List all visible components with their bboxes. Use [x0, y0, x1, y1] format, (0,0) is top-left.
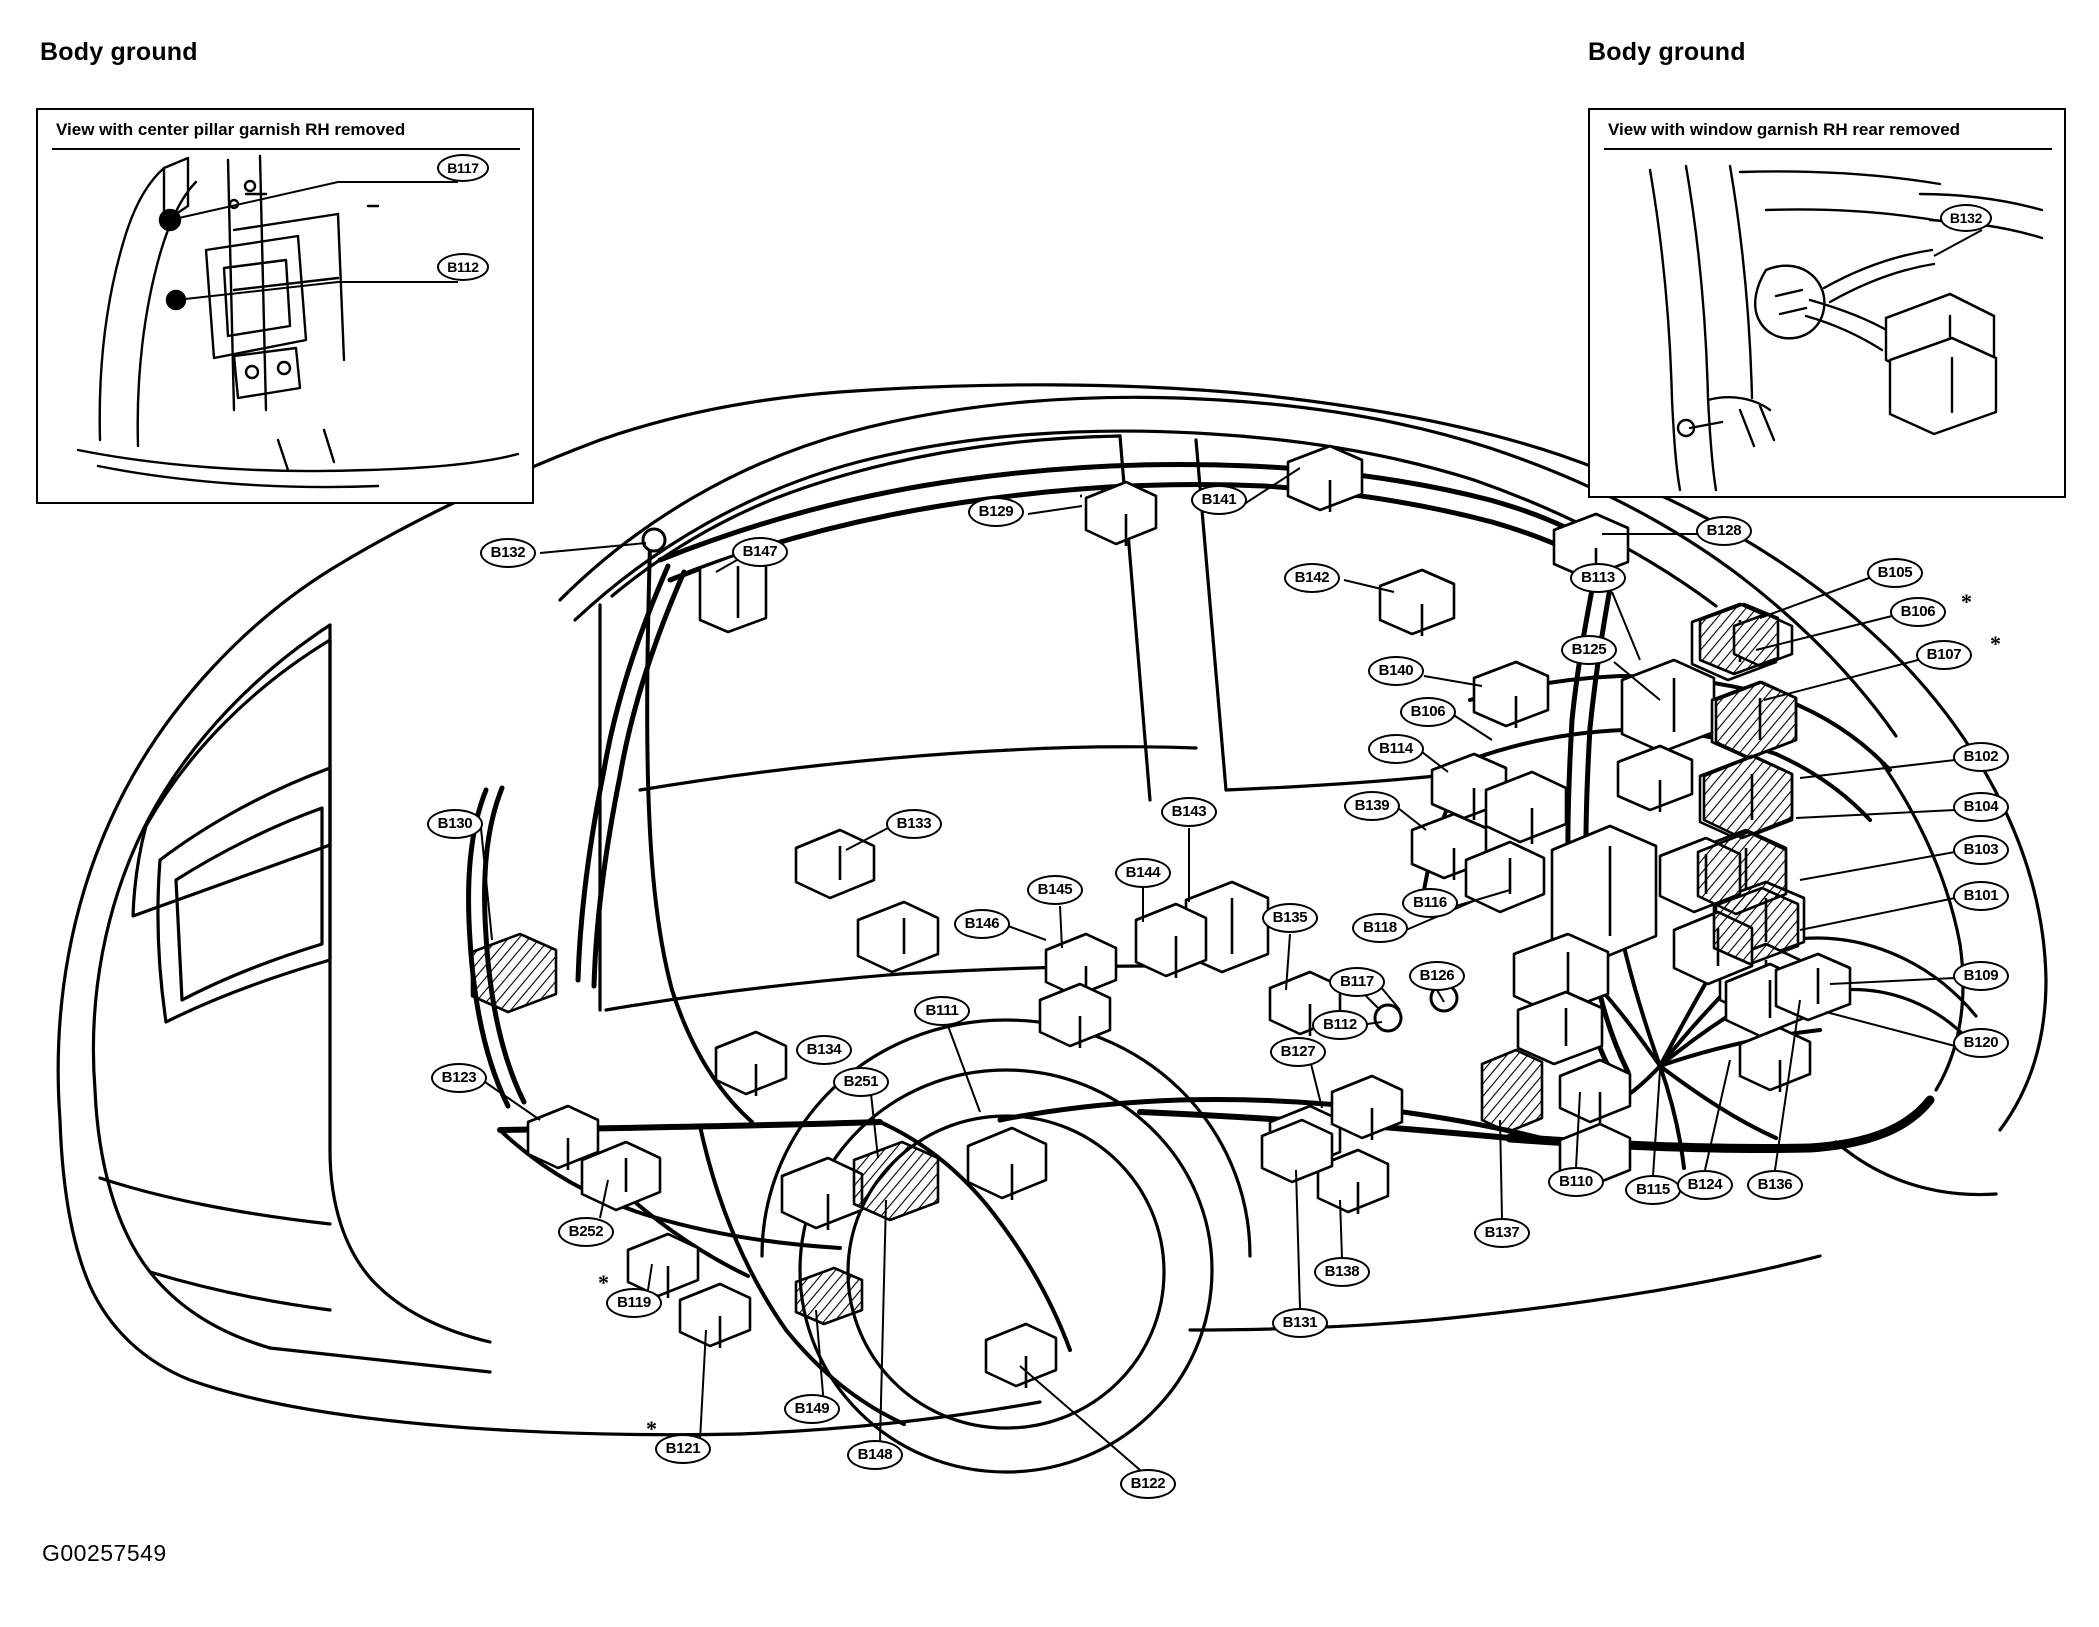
- callout-b140[interactable]: B140: [1368, 656, 1424, 686]
- callout-b136[interactable]: B136: [1747, 1170, 1803, 1200]
- callout-b148[interactable]: B148: [847, 1440, 903, 1470]
- callout-b126[interactable]: B126: [1409, 961, 1465, 991]
- callout-b115[interactable]: B115: [1625, 1175, 1681, 1205]
- callout-b117-inset[interactable]: B117: [437, 154, 489, 182]
- callout-b113[interactable]: B113: [1570, 563, 1626, 593]
- callout-b111[interactable]: B111: [914, 996, 970, 1026]
- callout-b102[interactable]: B102: [1953, 742, 2009, 772]
- callout-b144[interactable]: B144: [1115, 858, 1171, 888]
- callout-b106[interactable]: B106: [1400, 697, 1456, 727]
- callout-b132-inset[interactable]: B132: [1940, 204, 1992, 232]
- callout-b122[interactable]: B122: [1120, 1469, 1176, 1499]
- callout-b145[interactable]: B145: [1027, 875, 1083, 905]
- callout-b117[interactable]: B117: [1329, 967, 1385, 997]
- inset-left-title: Body ground: [40, 38, 198, 66]
- asterisk-b119: *: [598, 1270, 609, 1295]
- callout-b107[interactable]: B107: [1916, 640, 1972, 670]
- callout-b104[interactable]: B104: [1953, 792, 2009, 822]
- callout-b251[interactable]: B251: [833, 1067, 889, 1097]
- asterisk-b121: *: [646, 1416, 657, 1441]
- callout-b133[interactable]: B133: [886, 809, 942, 839]
- callout-b112-inset[interactable]: B112: [437, 253, 489, 281]
- callout-b142[interactable]: B142: [1284, 563, 1340, 593]
- callout-b141[interactable]: B141: [1191, 485, 1247, 515]
- callout-b119[interactable]: B119: [606, 1288, 662, 1318]
- inset-right-caption: View with window garnish RH rear removed: [1608, 120, 1961, 139]
- inset-right-title: Body ground: [1588, 38, 1746, 66]
- callout-b147[interactable]: B147: [732, 537, 788, 567]
- callout-b149[interactable]: B149: [784, 1394, 840, 1424]
- inset-right-illustration: [1590, 110, 2068, 500]
- callout-b139[interactable]: B139: [1344, 791, 1400, 821]
- figure-code: G00257549: [42, 1540, 167, 1566]
- callout-b130[interactable]: B130: [427, 809, 483, 839]
- callout-b109[interactable]: B109: [1953, 961, 2009, 991]
- callout-b127[interactable]: B127: [1270, 1037, 1326, 1067]
- callout-b110[interactable]: B110: [1548, 1167, 1604, 1197]
- inset-right-panel: [1588, 108, 2066, 498]
- callout-b125[interactable]: B125: [1561, 635, 1617, 665]
- callout-b101[interactable]: B101: [1953, 881, 2009, 911]
- callout-b112[interactable]: B112: [1312, 1010, 1368, 1040]
- callout-b116[interactable]: B116: [1402, 888, 1458, 918]
- callout-b103[interactable]: B103: [1953, 835, 2009, 865]
- asterisk-b107: *: [1990, 631, 2001, 656]
- callout-b121[interactable]: B121: [655, 1434, 711, 1464]
- callout-b128[interactable]: B128: [1696, 516, 1752, 546]
- callout-b132[interactable]: B132: [480, 538, 536, 568]
- callout-b137[interactable]: B137: [1474, 1218, 1530, 1248]
- callout-b105[interactable]: B105: [1867, 558, 1923, 588]
- callout-b143[interactable]: B143: [1161, 797, 1217, 827]
- asterisk-b106: *: [1961, 589, 1972, 614]
- callout-b134[interactable]: B134: [796, 1035, 852, 1065]
- callout-b146[interactable]: B146: [954, 909, 1010, 939]
- callout-b118[interactable]: B118: [1352, 913, 1408, 943]
- callout-b129[interactable]: B129: [968, 497, 1024, 527]
- inset-left-caption: View with center pillar garnish RH removed: [56, 120, 406, 139]
- callout-b123[interactable]: B123: [431, 1063, 487, 1093]
- callout-b252[interactable]: B252: [558, 1217, 614, 1247]
- callout-b138[interactable]: B138: [1314, 1257, 1370, 1287]
- callout-b120[interactable]: B120: [1953, 1028, 2009, 1058]
- callout-b114[interactable]: B114: [1368, 734, 1424, 764]
- callout-b131[interactable]: B131: [1272, 1308, 1328, 1338]
- callout-b135[interactable]: B135: [1262, 903, 1318, 933]
- callout-b124[interactable]: B124: [1677, 1170, 1733, 1200]
- callout-b106-star[interactable]: B106: [1890, 597, 1946, 627]
